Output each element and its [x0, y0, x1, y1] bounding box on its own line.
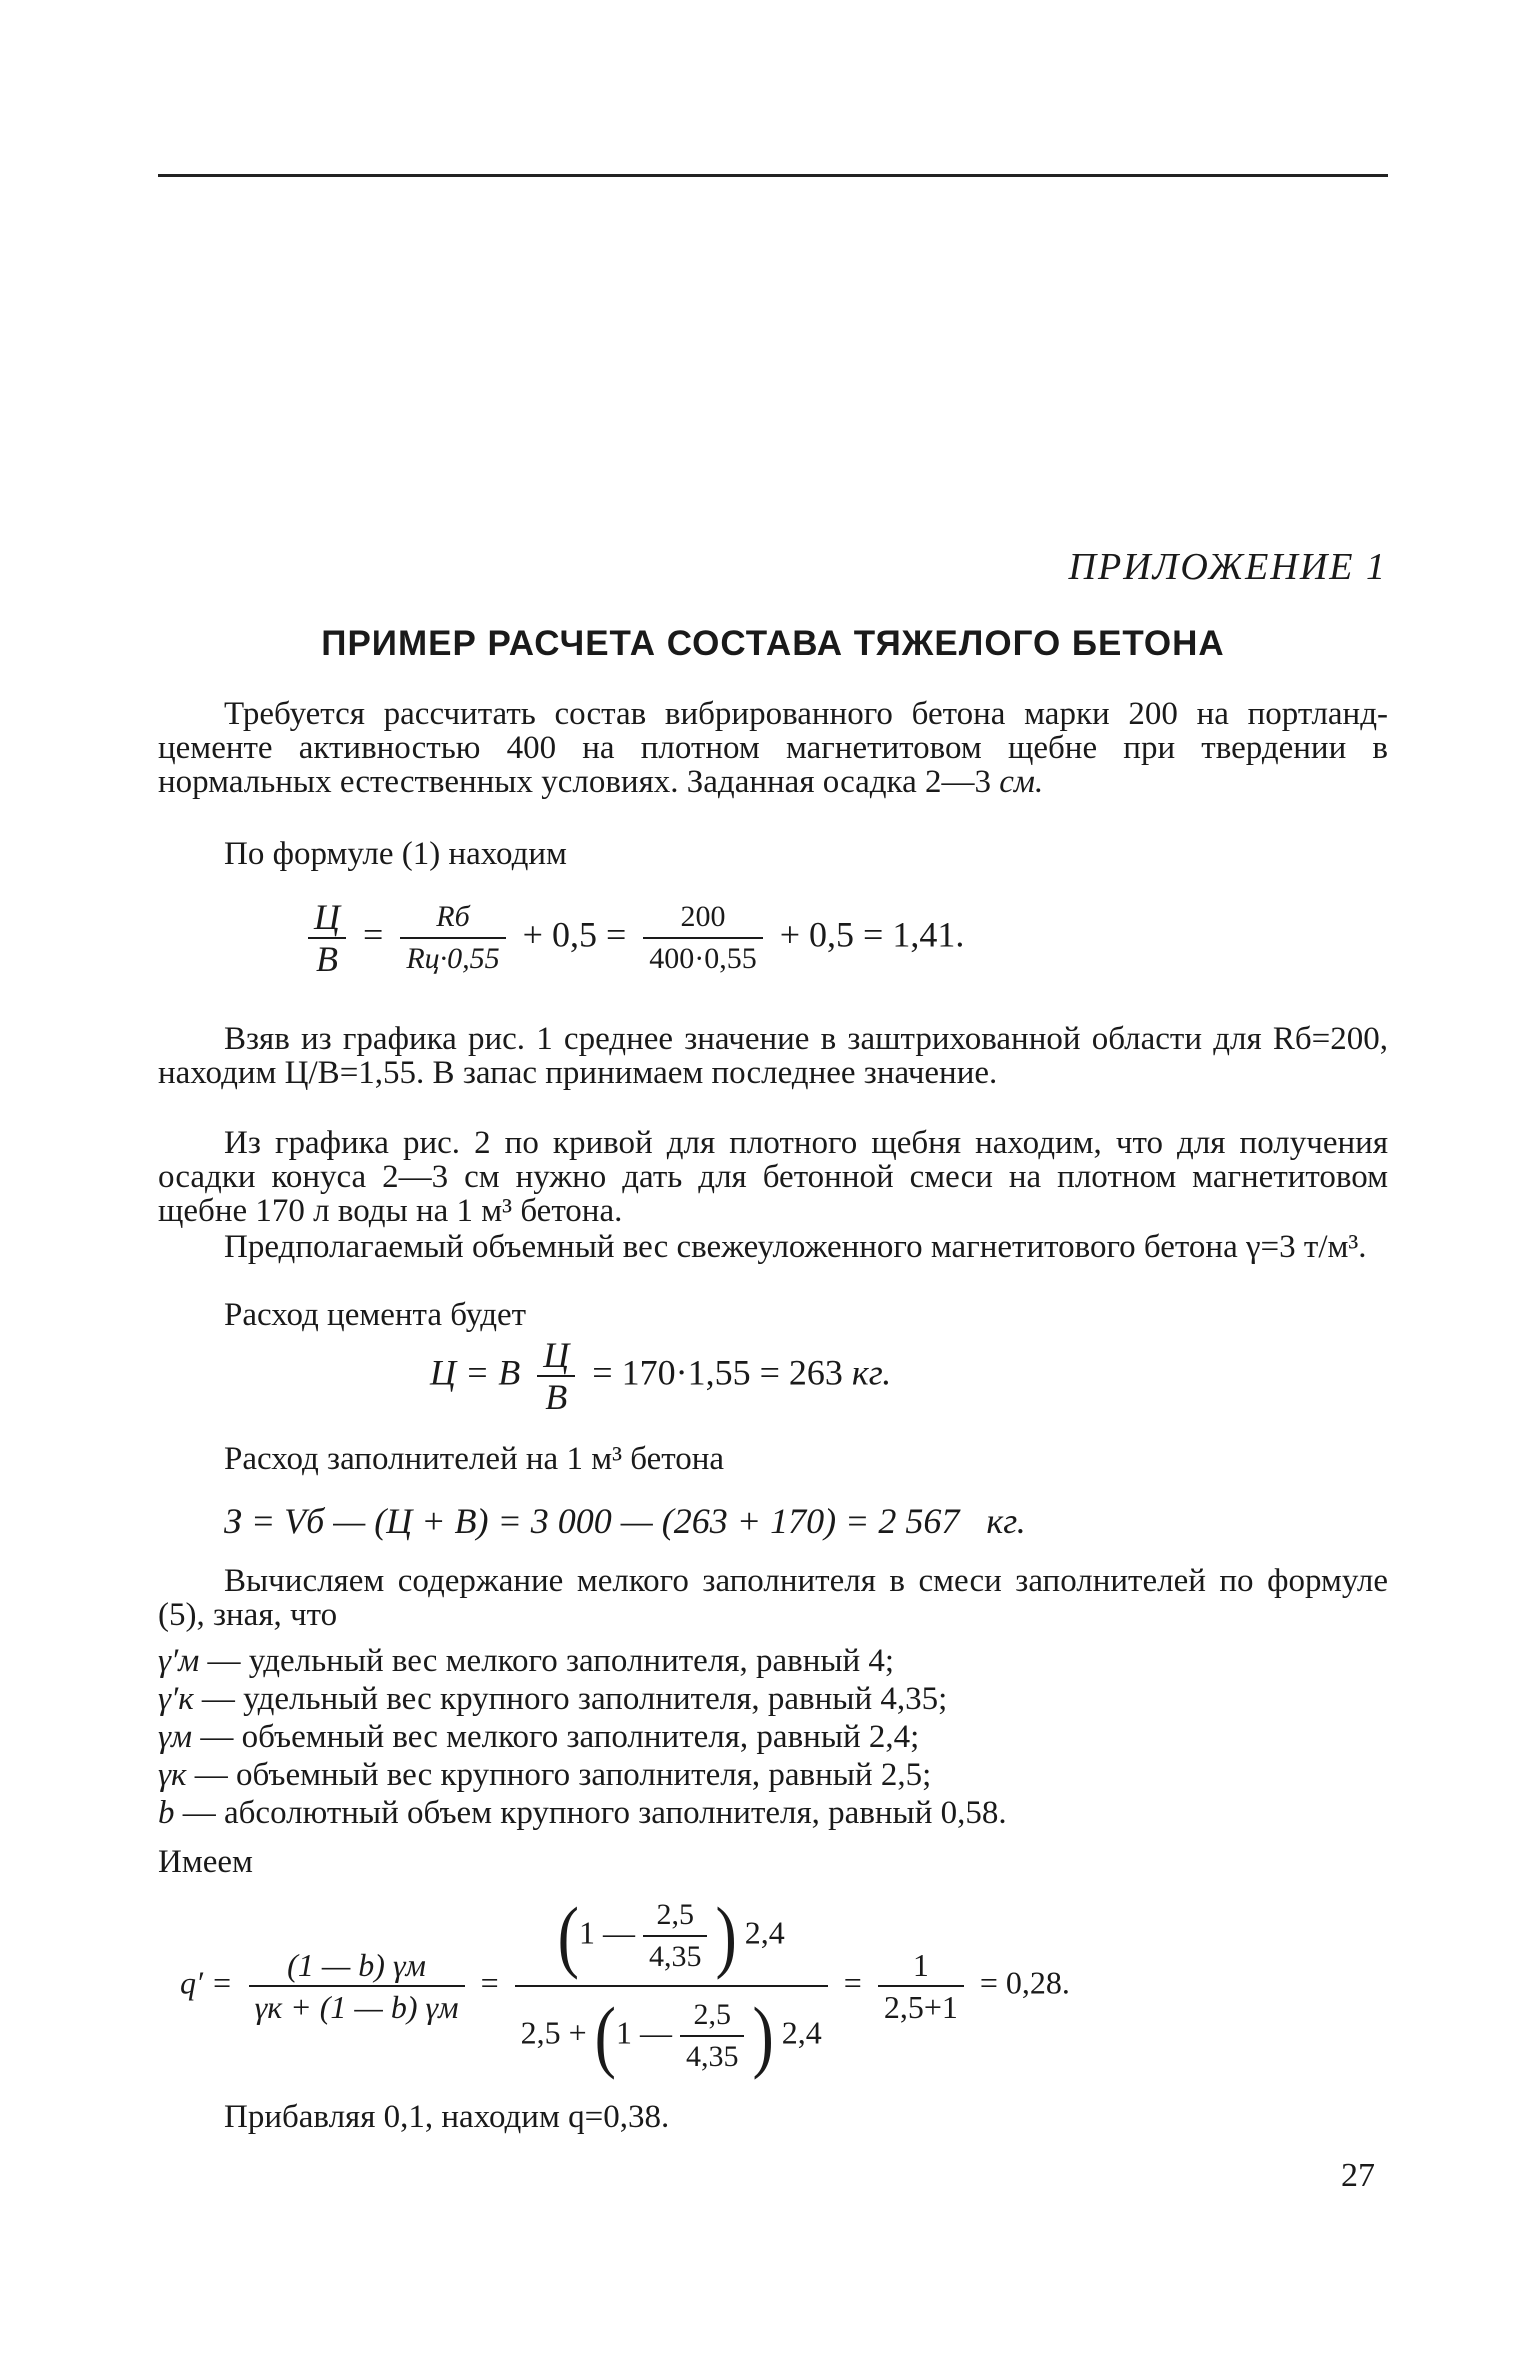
fillers-intro: Расход заполнителей на 1 м³ бетона [224, 1441, 725, 1477]
fraction-q-substituted [515, 1891, 828, 2080]
top-rule [158, 174, 1388, 177]
paragraph-4: Предполагаемый объемный вес свежеуложенного магнетитового бетона γ=3 т/м³. [224, 1229, 1367, 1265]
page-title: ПРИМЕР РАСЧЕТА СОСТАВА ТЯЖЕЛОГО БЕТОНА [321, 624, 1225, 663]
definition-item: b — абсолютный объем крупного заполнителя, равный 0,58. [158, 1795, 1007, 1831]
definition-item: γм — объемный вес мелкого заполнителя, равный 2,4; [158, 1719, 920, 1755]
formula-3: З = Vб — (Ц + В) = 3 000 — (263 + 170) = 2 567 кг. [224, 1501, 1026, 1541]
formula-4: q′ = $\frac{(1 — b) \gamma м}{\gamma к + (1 — b) \gamma м}$ = (1 — $\frac{2,5}{4,35}$ ) 2,4 2,5 + (1 — $\frac{2,5}{4,35}$ ) 2,4 = $\frac{1}{2,5+1}$ = 0,28. [180, 1891, 1070, 2080]
fraction-c-over-w-2: $\frac{Ц}{В}$ [537, 1335, 575, 1417]
numerator-expression: (1 — $\frac{2,5}{4,35}$ ) 2,4 [515, 1895, 828, 1987]
calc-intro: Вычисляем содержание мелкого заполнителя в смеси заполнителей по формуле (5), зная, что [158, 1563, 1388, 1633]
definition-item: γк — объемный вес крупного заполнителя, равный 2,5; [158, 1757, 932, 1793]
definitions-list [158, 1642, 1388, 1832]
denominator-expression: 2,5 + (1 — $\frac{2,5}{4,35}$ ) 2,4 [520, 1991, 822, 2080]
appendix-label: ПРИЛОЖЕНИЕ 1 [1068, 546, 1387, 588]
intro-text: Требуется рассчитать состав вибрированного бетона марки 200 на портланд-цементе активностью 400 на плотном магнетитовом щебне при твердении в нормальных естественных условиях. Заданная осадка 2—3 [158, 696, 1388, 800]
fraction-c-over-w: $\frac{Ц}{В}$ [308, 897, 346, 979]
definition-item: γ′к — удельный вес крупного заполнителя, равный 4,35; [158, 1681, 948, 1717]
fraction-values: $\frac{200}{400\cdot 0,55}$ [643, 897, 763, 979]
intro-paragraph [158, 697, 1388, 799]
formula-1: $\frac{Ц}{В}$ = $\frac{Rб}{Rц\cdot 0,55}$ + 0,5 = $\frac{200}{400\cdot 0,55}$ + 0,5 = 1,41. [300, 897, 964, 979]
fraction-strength: $\frac{Rб}{Rц\cdot 0,55}$ [400, 897, 505, 979]
paragraph-3: Из графика рис. 2 по кривой для плотного щебня находим, что для получения осадки конуса 2—3 см нужно дать для бетонной смеси на плотном магнетитовом щебне 170 л воды на 1 м³ бетона. [158, 1125, 1388, 1229]
fraction-q-final: $\frac{1}{2,5+1}$ [878, 1945, 964, 2027]
final-line: Прибавляя 0,1, находим q=0,38. [224, 2099, 670, 2135]
formula1-intro: По формуле (1) находим [224, 836, 567, 872]
fraction-q-general: $\frac{(1 — b) \gamma м}{\gamma к + (1 — b) \gamma м}$ [249, 1945, 465, 2027]
inner-fraction: $\frac{2,5}{4,35}$ [680, 1995, 745, 2077]
formula-2: Ц = В $\frac{Ц}{В}$ = 170·1,55 = 263 кг. [430, 1335, 892, 1417]
page-number: 27 [1341, 2157, 1375, 2194]
definition-item: γ′м — удельный вес мелкого заполнителя, равный 4; [158, 1643, 895, 1679]
have-label: Имеем [158, 1844, 253, 1880]
paragraph-2: Взяв из графика рис. 1 среднее значение в заштрихованной области для Rб=200, находим Ц/В=1,55. В запас принимаем последнее значение. [158, 1021, 1388, 1091]
inner-fraction: $\frac{2,5}{4,35}$ [643, 1895, 708, 1977]
intro-unit: см. [999, 764, 1044, 800]
cement-intro: Расход цемента будет [224, 1297, 527, 1333]
